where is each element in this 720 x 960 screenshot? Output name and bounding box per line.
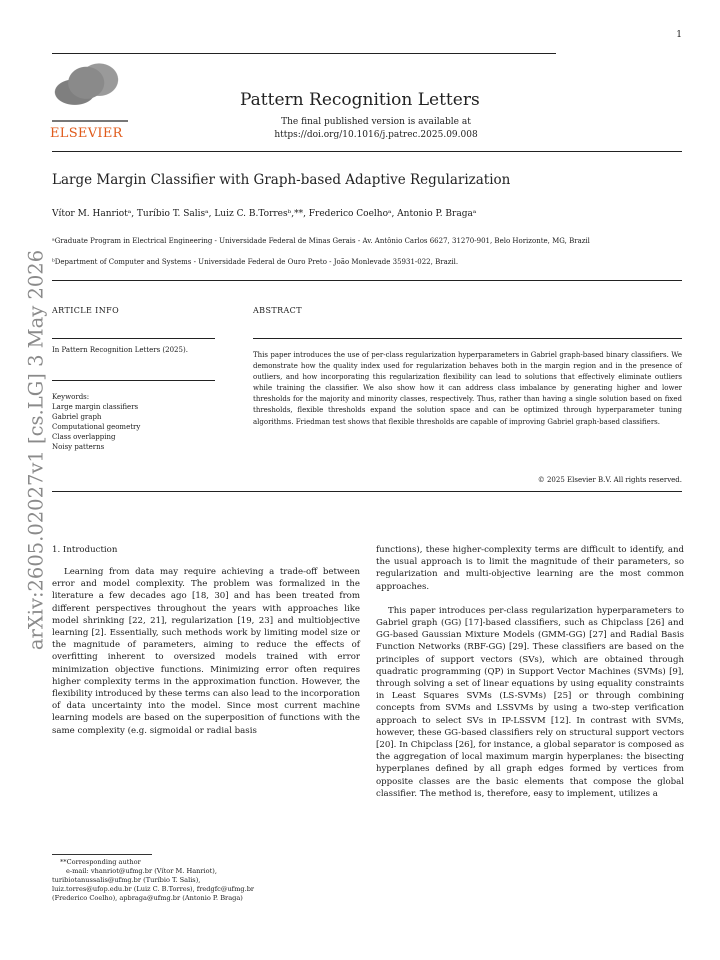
info-rule-2 bbox=[52, 380, 215, 381]
arxiv-identifier: arXiv:2605.02027v1 [cs.LG] 3 May 2026 bbox=[24, 249, 48, 651]
journal-note bbox=[246, 116, 506, 142]
intro-heading: 1. Introduction bbox=[52, 545, 118, 555]
elsevier-logo bbox=[50, 58, 132, 141]
intro-paragraph-1: Learning from data may require achieving a trade-off between error and model complexity. The problem was formalized in the literature a few decades ago [18, 30] and has been treated from different perspectives throughout the years with approaches like model shrinking [22, 21], regularization [19, 23] and multiobjective learning [2]. Essentially, such methods work by limiting model size or the magnitude of parameters, aiming to reduce the effects of overfitting inherent to oversized models trained with error minimization objective functions. Minimizing error often requires higher complexity terms in the approximation function. However, the flexibility introduced by these terms can also lead to the incorporation of data uncertainty into the model. Since most current machine learning models are based on the superposition of functions with the same complexity (e.g. sigmoidal or radial basis bbox=[52, 567, 360, 736]
footnote bbox=[52, 858, 352, 903]
footnote-rule bbox=[52, 854, 152, 855]
journal-title: Pattern Recognition Letters bbox=[240, 90, 480, 110]
header-bottom-rule bbox=[52, 151, 682, 152]
journal-note-line1: The final published version is available at bbox=[281, 117, 471, 127]
intro-right-column bbox=[376, 544, 684, 800]
keyword-item: Gabriel graph bbox=[52, 413, 102, 421]
affiliation-a: ᵃGraduate Program in Electrical Engineering - Universidade Federal de Minas Gerais - Av. Antônio Carlos 6627, 31270-901, Belo Horizonte, MG, Brazil bbox=[52, 237, 590, 245]
footnote-email: (Frederico Coelho), apbraga@ufmg.br (Antonio P. Braga) bbox=[52, 894, 243, 902]
tree-icon bbox=[52, 58, 128, 122]
keyword-item: Noisy patterns bbox=[52, 443, 105, 451]
abstract-heading: ABSTRACT bbox=[253, 306, 302, 315]
article-info-heading: ARTICLE INFO bbox=[52, 306, 120, 315]
page-number: 1 bbox=[676, 30, 682, 40]
header-top-rule bbox=[52, 53, 556, 54]
affiliation-b: ᵇDepartment of Computer and Systems - Universidade Federal de Ouro Preto - João Monlevade 35931-022, Brazil. bbox=[52, 258, 459, 266]
abstract-text: This paper introduces the use of per-class regularization hyperparameters in Gabriel graph-based binary classifiers. We demonstrate how the quality index used for regularization behaves both in the margin region and in the presence of outliers, and how incorporating this regularization flexibility can lead to solutions that effectively eliminate outliers while training the classifier. We also show how it can address class imbalance by generating higher and lower thresholds for the majority and minority classes, respectively. Thus, rather than having a single solution based on fixed thresholds, flexible thresholds expand the solution space and can be optimized through hyperparameter tuning algorithms. Friedman test shows that flexible thresholds are capable of improving Gabriel graph-based classifiers. bbox=[253, 351, 682, 426]
affil-rule bbox=[52, 280, 682, 281]
intro-paragraph-2: This paper introduces per-class regularization hyperparameters to Gabriel graph (GG) [17]-based classifiers, such as Chipclass [26] and GG-based Gaussian Mixture Models (GMM-GG) [27] and Radial Basis Function Networks (RBF-GG) [29]. These classifiers are based on the principles of support vectors (SVs), which are obtained through quadratic programming (QP) in Support Vector Machines (SVMs) [9], through solving a set of linear equations by using equality constraints in Least Squares SVMs (LS-SVMs) [25] or through combining concepts from SVMs and LSSVMs by using a two-step verification approach to select SVs in IP-LSSVM [12]. In contrast with SVMs, however, these GG-based classifiers rely on structural support vectors [20]. In Chipclass [26], for instance, a global separator is composed as the aggregation of local maximum margin hyperplanes: the bisecting hyperplanes defined by all graph edges formed by vertices from opposite classes are the basic elements that compose the global classifier. The method is, therefore, easy to implement, utilizes a bbox=[376, 605, 684, 799]
journal-reference: In Pattern Recognition Letters (2025). bbox=[52, 346, 188, 354]
keyword-item: Large margin classifiers bbox=[52, 403, 139, 411]
keyword-item: Class overlapping bbox=[52, 433, 116, 441]
abstract-rule-bottom bbox=[52, 491, 682, 492]
abstract-rule-top bbox=[253, 338, 682, 339]
intro-left-column bbox=[52, 566, 360, 737]
paper-title: Large Margin Classifier with Graph-based Adaptive Regularization bbox=[52, 172, 511, 188]
keywords-label: Keywords: bbox=[52, 393, 90, 401]
copyright-notice: © 2025 Elsevier B.V. All rights reserved. bbox=[537, 476, 682, 484]
footnote-email: turibiotanussalis@ufmg.br (Turíbio T. Salis), bbox=[52, 876, 201, 884]
footnote-email: e-mail: vhanriot@ufmg.br (Vítor M. Hanriot), bbox=[66, 867, 217, 875]
footnote-line: **Corresponding author bbox=[60, 858, 141, 866]
keyword-item: Computational geometry bbox=[52, 423, 141, 431]
info-rule-1 bbox=[52, 338, 215, 339]
journal-doi-link[interactable]: https://doi.org/10.1016/j.patrec.2025.09.008 bbox=[274, 130, 478, 140]
keywords-block bbox=[52, 392, 140, 452]
author-list: Vítor M. Hanriotᵃ, Turíbio T. Salisᵃ, Luiz C. B.Torresᵇ,**, Frederico Coelhoᵃ, Antonio P. Bragaᵃ bbox=[52, 209, 477, 219]
footnote-email: luiz.torres@ufop.edu.br (Luiz C. B.Torres), fredgfc@ufmg.br bbox=[52, 885, 255, 893]
intro-paragraph-1-cont: functions), these higher-complexity terms are difficult to identify, and the usual approach is to limit the magnitude of their parameters, so regularization and multi-objective learning are the most common approaches. bbox=[376, 545, 684, 592]
logo-word: ELSEVIER bbox=[50, 126, 123, 141]
